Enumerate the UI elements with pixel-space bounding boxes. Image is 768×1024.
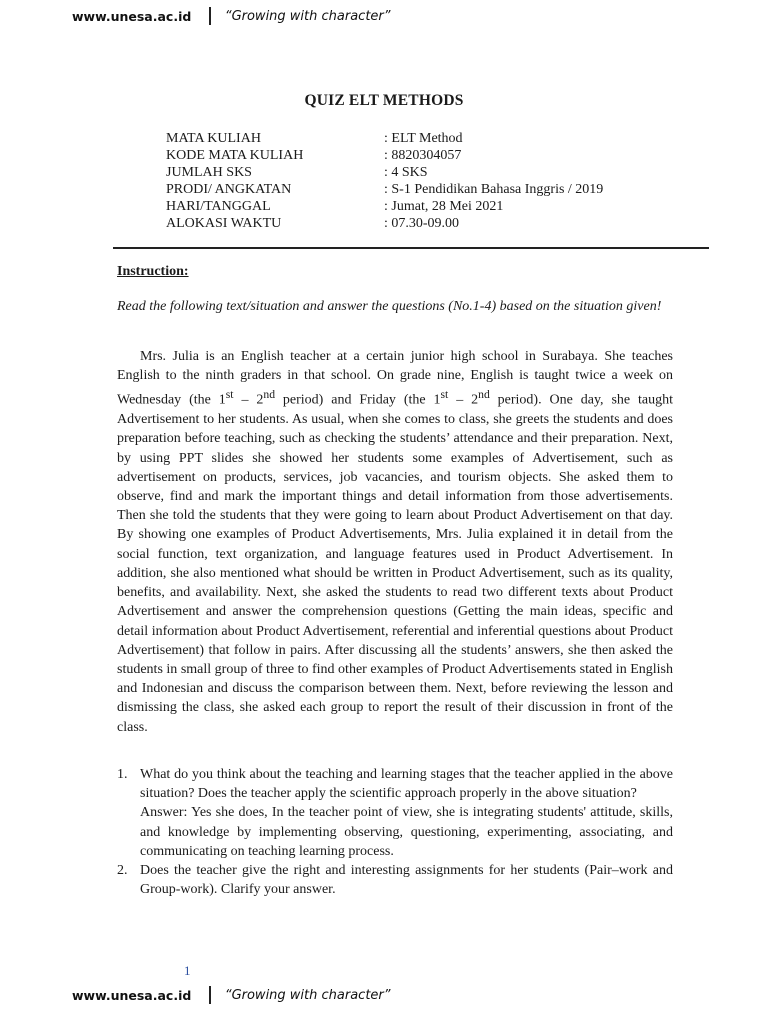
course-info-row <box>166 215 603 232</box>
question-text: Does the teacher give the right and interesting assignments for her students (Pair–work and Group-work). Clarify your answer. <box>140 863 673 898</box>
superscript: nd <box>478 388 490 402</box>
course-info-row <box>166 130 603 147</box>
course-info-row <box>166 147 603 164</box>
course-info-row <box>166 198 603 215</box>
horizontal-divider <box>113 247 709 249</box>
course-info-row <box>166 164 603 181</box>
question-list <box>117 765 673 899</box>
course-info-key: MATA KULIAH <box>166 131 261 146</box>
course-info-value: : 8820304057 <box>384 148 462 163</box>
superscript: nd <box>263 388 276 402</box>
course-info-row <box>166 181 603 198</box>
course-info-key: KODE MATA KULIAH <box>166 148 304 163</box>
paragraph-text: Mrs. Julia is an English teacher at a certain junior high school in Surabaya. She teaches English to the ninth graders in that school. On grade nine, English is taught twice a week on Wednesday (the 1 <box>117 349 673 409</box>
document-title: QUIZ ELT METHODS <box>304 92 464 109</box>
header-divider <box>209 7 211 25</box>
superscript: st <box>225 388 234 402</box>
course-info-value: : 07.30-09.00 <box>384 216 460 231</box>
question-number: 1. <box>117 767 128 782</box>
course-info-key: ALOKASI WAKTU <box>166 216 282 231</box>
header-tagline: “Growing with character” <box>224 8 391 24</box>
superscript: st <box>440 388 449 402</box>
paragraph-text: period). One day, she taught Advertisement to her students. As usual, when she comes to class, she greets the students and does preparation before teaching, such as checking the students’ attendance and their preparation. Next, by using PPT slides she showed her students some examples of Advertisement, such as advertisement on products, services, job vacancies, and tourism objects. She asked them to observe, find and mark the important things and detail information from those advertisements. Then she told the students that they were going to learn about Product Advertisement on that day. By showing one examples of Product Advertisements, Mrs. Julia explained it in detail from the social function, text organization, and language features used in Product Advertisement. In addition, she also mentioned what should be written in Product Advertisement, such as its quality, benefits, and availability. Next, she asked the students to read two different texts about Product Advertisement and answer the comprehension questions (Getting the main ideas, specific and detail information about Product Advertisement, referential and inferential questions about Product Advertisement) that follow in pairs. After discussing all the students’ answers, she then asked the students in small group of three to find other examples of Product Advertisements stated in English and Indonesian and discuss the comparison between them. Next, before reviewing the lesson and dismissing the class, she asked each group to report the result of their discussion in front of the class. <box>117 393 674 735</box>
question-number: 2. <box>117 863 128 879</box>
course-info-key: HARI/TANGGAL <box>166 199 271 214</box>
page-footer <box>72 986 391 1004</box>
situation-paragraph <box>117 347 673 737</box>
page-number: 1 <box>184 963 191 978</box>
course-info-value: : ELT Method <box>384 131 463 146</box>
question-item <box>117 765 673 861</box>
course-info-value: : S-1 Pendidikan Bahasa Inggris / 2019 <box>384 182 604 197</box>
paragraph-text: period) and Friday (the 1 <box>275 393 441 409</box>
course-info-key: PRODI/ ANGKATAN <box>166 182 292 197</box>
course-info-value: : 4 SKS <box>384 165 428 180</box>
paragraph-text: – 2 <box>448 393 479 409</box>
course-info-value: : Jumat, 28 Mei 2021 <box>384 199 504 214</box>
footer-tagline: “Growing with character” <box>224 987 391 1003</box>
instruction-heading: Instruction: <box>117 264 189 279</box>
question-body <box>140 765 673 861</box>
page-header <box>72 7 391 25</box>
paragraph-text: – 2 <box>233 393 264 409</box>
footer-divider <box>209 986 211 1004</box>
question-text: What do you think about the teaching and learning stages that the teacher applied in the above situation? Does the teacher apply the scientific approach properly in the above situation? <box>140 767 673 802</box>
course-info-table <box>166 130 603 232</box>
answer-text: Answer: Yes she does, In the teacher point of view, she is integrating students' attitude, skills, and knowledge by implementing observing, questioning, experimenting, associating, and communicating on teaching learning process. <box>140 805 673 859</box>
footer-url: www.unesa.ac.id <box>72 987 192 1003</box>
course-info-key: JUMLAH SKS <box>166 165 252 180</box>
header-url: www.unesa.ac.id <box>72 8 192 24</box>
instruction-text: Read the following text/situation and answer the questions (No.1-4) based on the situation given! <box>117 299 662 314</box>
question-item <box>117 861 673 899</box>
